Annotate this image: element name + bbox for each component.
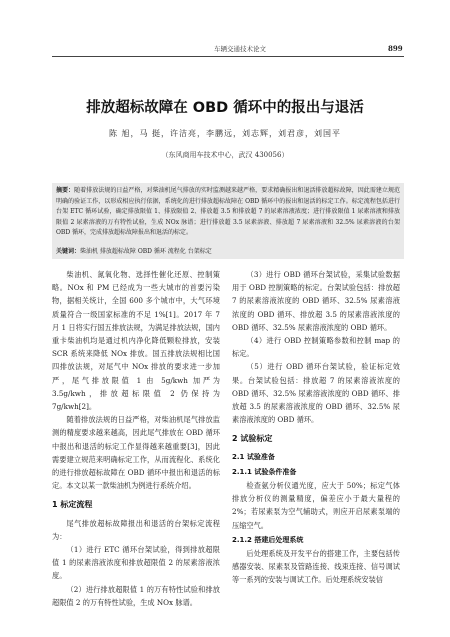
header-divider	[52, 56, 404, 57]
paragraph: 柴油机、氮氧化物、选择性催化还原、控制策略。NOx 和 PM 已经成为一些大城市的首要污染物，据相关统计，全国 600 多个城市中，大气环境质量符合一级国家标准的不足 1%[1]。2017 年 7 月 1 日将实行国五排放法规，为满足排放法规，国内重卡柴油机均是通过机内净化降低颗粒排放，安装 SCR 系统来降低 NOx 排放。国五排放法规相比国四排放法规，对尾气中 NOx 排放的要求进一步加严，尾气排放限值 1 由 5g/kwh 加严为 3.5g/kwh，排放超标限值 2 仍保持为 7g/kwh[2]。	[52, 270, 220, 412]
paragraph: （4）进行 OBD 控制策略参数和控制 map 的标定。	[232, 336, 400, 359]
left-column	[52, 268, 220, 609]
keywords	[56, 247, 400, 257]
paragraph: （1）进行 ETC 循环台架试验，得到排放超限值 1 的尿素溶液浓度和排放超限值 2 的尿素溶液浓度。	[52, 545, 220, 581]
subsection-heading: 2.1.1 试验条件准备	[232, 467, 297, 476]
paragraph: （2）进行排放超限值 1 的万有特性试验和排放超限值 2 的万有特性试验，生成 NOx 脉谱。	[52, 584, 220, 607]
right-column	[232, 268, 400, 587]
author-list: 陈 旭，马 挺，许洁亮，李鹏远，刘志辉，刘君彦，刘国平	[108, 129, 342, 138]
subsection-heading: 2.1 试验准备	[232, 452, 275, 461]
author-affiliation: （东风商用车技术中心，武汉 430056）	[161, 151, 289, 159]
paragraph: 检查氨分析仪通光度，应大于 50%；标定气体排放分析仪的测量精度，偏差应小于最大量程的 2%；若尿素泵为空气辅助式，则应开启尿素泵端的压缩空气。	[232, 481, 400, 530]
abstract	[56, 186, 400, 239]
section-heading: 2 试验标定	[232, 434, 273, 444]
paragraph: 随着排放法规的日益严格，对柴油机尾气排放监测的精度要求越来越高，因此尾气排放在 OBD 循环中报出和退活的标定工作显得越来越重要[3]，因此需要建立规范来明确标定工作，从而流程化、系统化的进行排放超标故障在 OBD 循环中报出和退活的标定。本文以某一款柴油机为例进行系统介绍。	[52, 415, 220, 491]
page-number: 899	[388, 44, 403, 53]
paragraph: （5）进行 OBD 循环台架试验，验证标定效果。台架试验包括：排放超 7 的尿素溶液浓度的 OBD 循环、32.5% 尿素溶液浓度的 OBD 循环、排放超 3.5 的尿素溶液浓度的 OBD 循环、32.5% 尿素溶液浓度的 OBD 循环。	[232, 362, 400, 425]
paragraph: （3）进行 OBD 循环台架试验，采集试验数据用于 OBD 控制策略的标定。台架试验包括：排放超 7 的尿素溶液浓度的 OBD 循环、32.5% 尿素溶液浓度的 OBD 循环、排放超 3.5 的尿素溶液浓度的 OBD 循环、32.5% 尿素溶液浓度的 OBD 循环。	[232, 270, 400, 332]
section-heading: 1 标定流程	[52, 500, 93, 510]
paragraph: 后处理系统及开发平台的搭建工作，主要包括传感器安装、尿素泵及管路连接、线束连接、信号调试等一系列的安装与调试工作。后处理系统安装信	[232, 549, 400, 585]
keywords-text: 柴油机 排放超标故障 OBD 循环 流程化 台架标定	[80, 248, 212, 255]
paper-title: 排放超标故障在 OBD 循环中的报出与退活	[86, 100, 364, 116]
abstract-label: 摘要：	[56, 187, 75, 194]
subsection-heading: 2.1.2 搭建后处理系统	[232, 535, 304, 544]
keywords-label: 关键词：	[56, 248, 81, 255]
paragraph: 尾气排放超标故障报出和退活的台架标定流程为：	[52, 518, 220, 541]
abstract-text: 随着排放法规的日益严格，对柴油机尾气排放的实时监测越来越严格，要求精确报出和退活排放超标故障，因此需建立规范明确的验证工作，以形成相应执行依据，系统化的进行排放超标故障在 OBD 循环中的报出和退活的标定工作。标定流程包括进行台架 ETC 循环试验，确定排放限值 1、排放限值 2、排放超 3.5 和排放超 7 的尿素溶液浓度；进行排放限值 1 尿素溶液和排放限值 2 尿素溶液的万有特性试验，生成 NOx 脉谱；进行排放超 3.5 尿素溶液、排放超 7 尿素溶液和 32.5% 尿素溶液的台架 OBD 循环，完成排放超标故障报出和退活的标定。	[56, 187, 400, 237]
running-header-journal: 车辆交通技术论文	[214, 45, 266, 53]
